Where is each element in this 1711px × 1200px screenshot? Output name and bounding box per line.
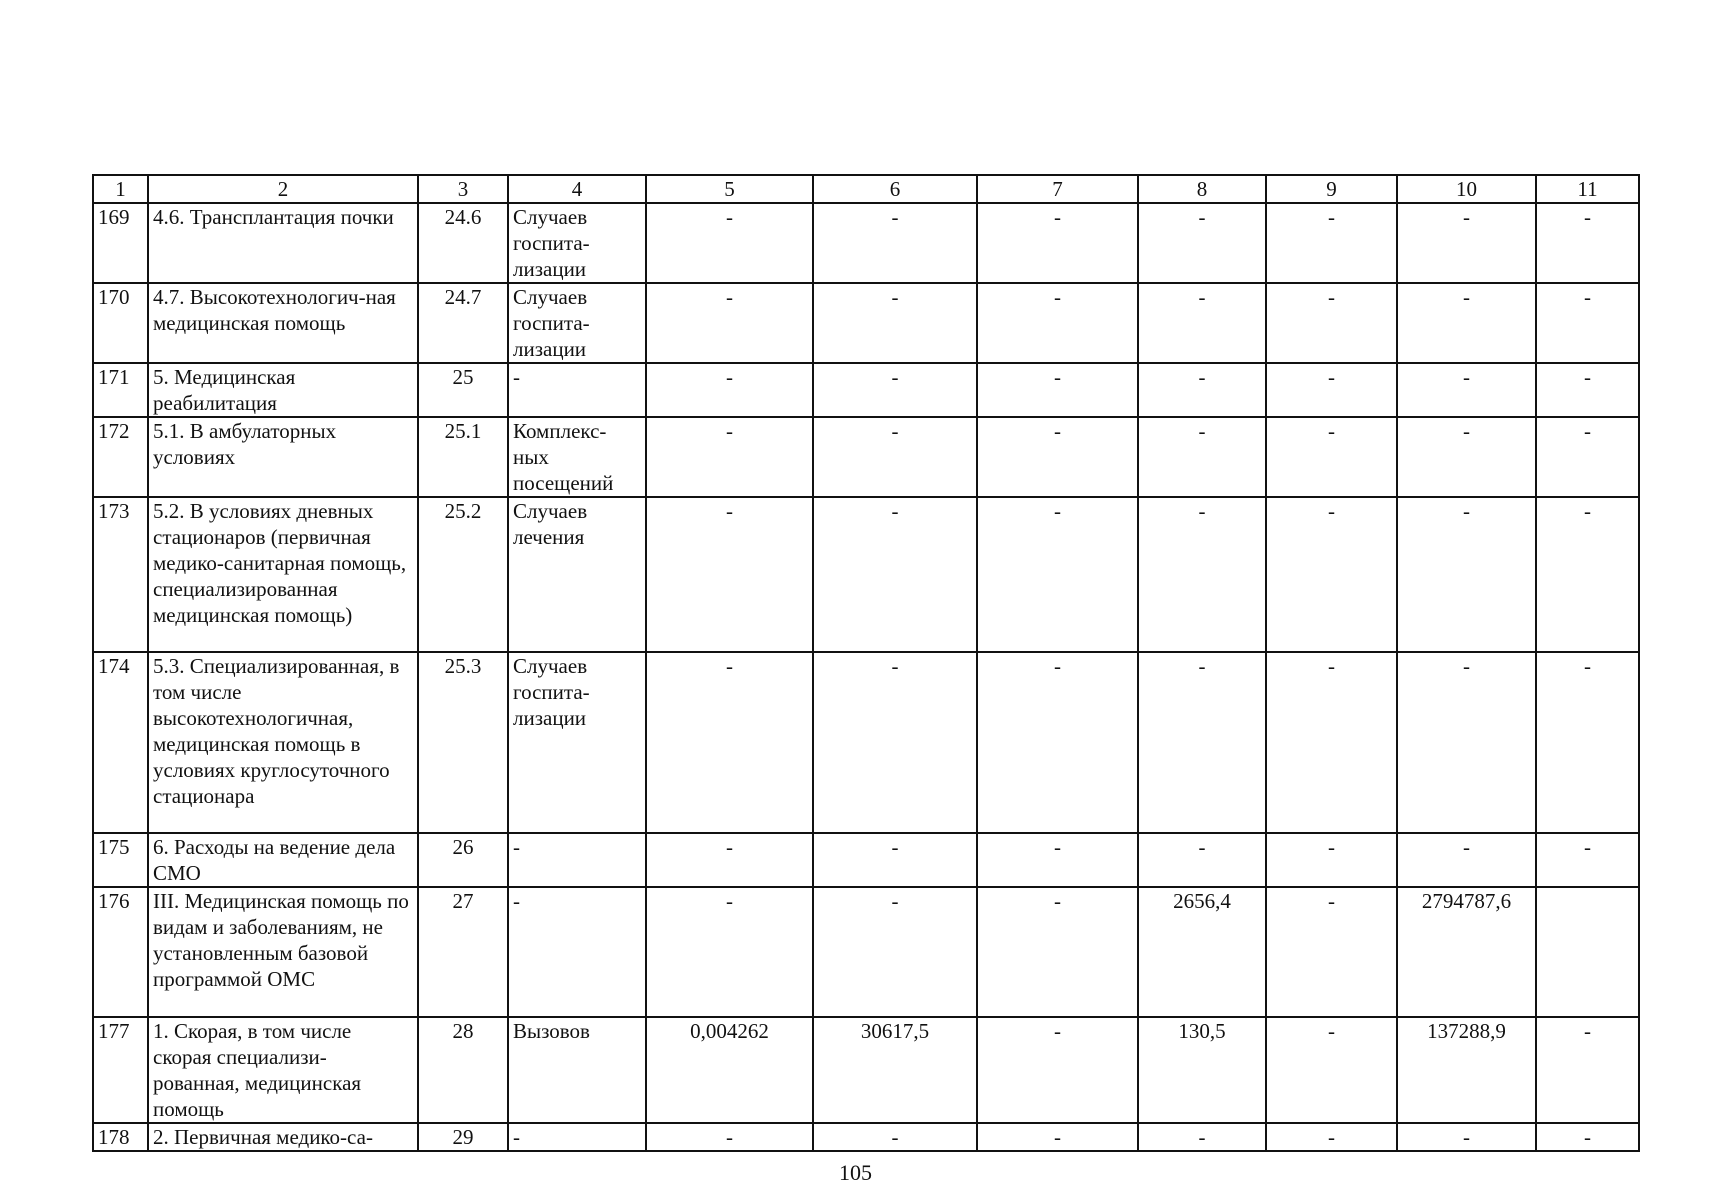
col-11-value: - [1536, 1017, 1639, 1123]
column-header-9: 9 [1266, 175, 1397, 203]
col-6-value: - [813, 417, 977, 497]
table-row [93, 652, 1639, 833]
table-row [93, 417, 1639, 497]
col-9-value: - [1266, 1017, 1397, 1123]
unit: Случаев госпита-лизации [508, 283, 646, 363]
col-10-value: - [1397, 363, 1536, 417]
col-6-value: - [813, 887, 977, 1017]
col-11-value: - [1536, 833, 1639, 887]
col-10-value: - [1397, 1123, 1536, 1151]
indicator-name: 2. Первичная медико-са- [148, 1123, 418, 1151]
column-header-8: 8 [1138, 175, 1266, 203]
col-6-value: - [813, 833, 977, 887]
row-number: 170 [93, 283, 148, 363]
unit: Вызовов [508, 1017, 646, 1123]
column-header-10: 10 [1397, 175, 1536, 203]
table-row [93, 203, 1639, 283]
indicator-name: 4.7. Высокотехнологич-ная медицинская помощь [148, 283, 418, 363]
line-code: 29 [418, 1123, 508, 1151]
page-number: 105 [839, 1160, 872, 1185]
col-7-value: - [977, 1123, 1138, 1151]
table-row [93, 497, 1639, 652]
col-10-value: - [1397, 283, 1536, 363]
line-code: 25 [418, 363, 508, 417]
table-row [93, 363, 1639, 417]
col-7-value: - [977, 887, 1138, 1017]
column-header-4: 4 [508, 175, 646, 203]
table-header [93, 175, 1639, 203]
col-9-value: - [1266, 652, 1397, 833]
col-5-value: - [646, 283, 813, 363]
col-10-value: 137288,9 [1397, 1017, 1536, 1123]
col-7-value: - [977, 1017, 1138, 1123]
table-row [93, 833, 1639, 887]
column-header-7: 7 [977, 175, 1138, 203]
unit: - [508, 1123, 646, 1151]
col-6-value: - [813, 497, 977, 652]
row-number: 169 [93, 203, 148, 283]
col-9-value: - [1266, 417, 1397, 497]
col-6-value: - [813, 1123, 977, 1151]
col-8-value: 2656,4 [1138, 887, 1266, 1017]
header-row [93, 175, 1639, 203]
col-7-value: - [977, 497, 1138, 652]
col-8-value: 130,5 [1138, 1017, 1266, 1123]
col-8-value: - [1138, 1123, 1266, 1151]
indicator-name: 1. Скорая, в том числе скорая специализи-рованная, медицинская помощь [148, 1017, 418, 1123]
col-9-value: - [1266, 283, 1397, 363]
col-9-value: - [1266, 833, 1397, 887]
row-number: 172 [93, 417, 148, 497]
unit: Случаев лечения [508, 497, 646, 652]
table-row [93, 1017, 1639, 1123]
col-5-value: - [646, 417, 813, 497]
col-9-value: - [1266, 497, 1397, 652]
col-10-value: - [1397, 652, 1536, 833]
col-10-value: - [1397, 417, 1536, 497]
col-11-value: - [1536, 1123, 1639, 1151]
row-number: 173 [93, 497, 148, 652]
unit: Комплекс-ных посещений [508, 417, 646, 497]
unit: - [508, 887, 646, 1017]
unit: - [508, 833, 646, 887]
indicator-name: 5.3. Специализированная, в том числе высокотехнологичная, медицинская помощь в условиях круглосуточного стационара [148, 652, 418, 833]
col-5-value: - [646, 497, 813, 652]
unit: Случаев госпита-лизации [508, 652, 646, 833]
indicator-name: 6. Расходы на ведение дела СМО [148, 833, 418, 887]
col-6-value: - [813, 203, 977, 283]
col-9-value: - [1266, 203, 1397, 283]
unit: Случаев госпита-лизации [508, 203, 646, 283]
col-5-value: - [646, 203, 813, 283]
col-11-value: - [1536, 652, 1639, 833]
row-number: 176 [93, 887, 148, 1017]
line-code: 27 [418, 887, 508, 1017]
column-header-1: 1 [93, 175, 148, 203]
line-code: 25.2 [418, 497, 508, 652]
col-6-value: - [813, 363, 977, 417]
col-7-value: - [977, 833, 1138, 887]
col-11-value: - [1536, 497, 1639, 652]
col-11-value: - [1536, 417, 1639, 497]
column-header-3: 3 [418, 175, 508, 203]
line-code: 26 [418, 833, 508, 887]
col-9-value: - [1266, 363, 1397, 417]
col-10-value: - [1397, 203, 1536, 283]
line-code: 25.3 [418, 652, 508, 833]
unit: - [508, 363, 646, 417]
indicator-name: 5. Медицинская реабилитация [148, 363, 418, 417]
column-header-6: 6 [813, 175, 977, 203]
col-6-value: - [813, 652, 977, 833]
col-10-value: - [1397, 497, 1536, 652]
indicator-name: 5.2. В условиях дневных стационаров (первичная медико-санитарная помощь, специализированная медицинская помощь) [148, 497, 418, 652]
column-header-2: 2 [148, 175, 418, 203]
col-11-value: - [1536, 363, 1639, 417]
col-5-value: 0,004262 [646, 1017, 813, 1123]
col-7-value: - [977, 417, 1138, 497]
line-code: 24.6 [418, 203, 508, 283]
col-5-value: - [646, 887, 813, 1017]
col-11-value: - [1536, 283, 1639, 363]
col-11-value: - [1536, 203, 1639, 283]
column-header-11: 11 [1536, 175, 1639, 203]
col-5-value: - [646, 833, 813, 887]
row-number: 177 [93, 1017, 148, 1123]
col-10-value: 2794787,6 [1397, 887, 1536, 1017]
line-code: 25.1 [418, 417, 508, 497]
col-8-value: - [1138, 833, 1266, 887]
col-8-value: - [1138, 203, 1266, 283]
col-8-value: - [1138, 363, 1266, 417]
col-8-value: - [1138, 417, 1266, 497]
line-code: 28 [418, 1017, 508, 1123]
row-number: 178 [93, 1123, 148, 1151]
col-9-value: - [1266, 887, 1397, 1017]
col-8-value: - [1138, 497, 1266, 652]
indicator-name: III. Медицинская помощь по видам и заболеваниям, не установленным базовой программой ОМС [148, 887, 418, 1017]
col-5-value: - [646, 363, 813, 417]
col-7-value: - [977, 363, 1138, 417]
col-5-value: - [646, 1123, 813, 1151]
col-6-value: - [813, 283, 977, 363]
col-7-value: - [977, 283, 1138, 363]
row-number: 174 [93, 652, 148, 833]
col-6-value: 30617,5 [813, 1017, 977, 1123]
indicator-name: 4.6. Трансплантация почки [148, 203, 418, 283]
row-number: 175 [93, 833, 148, 887]
indicator-name: 5.1. В амбулаторных условиях [148, 417, 418, 497]
table-row [93, 1123, 1639, 1151]
table-row [93, 283, 1639, 363]
data-table [92, 174, 1640, 1152]
col-10-value: - [1397, 833, 1536, 887]
line-code: 24.7 [418, 283, 508, 363]
col-7-value: - [977, 652, 1138, 833]
table-row [93, 887, 1639, 1017]
col-5-value: - [646, 652, 813, 833]
col-8-value: - [1138, 652, 1266, 833]
col-8-value: - [1138, 283, 1266, 363]
col-7-value: - [977, 203, 1138, 283]
row-number: 171 [93, 363, 148, 417]
table-body [93, 203, 1639, 1151]
column-header-5: 5 [646, 175, 813, 203]
col-11-value [1536, 887, 1639, 1017]
col-9-value: - [1266, 1123, 1397, 1151]
